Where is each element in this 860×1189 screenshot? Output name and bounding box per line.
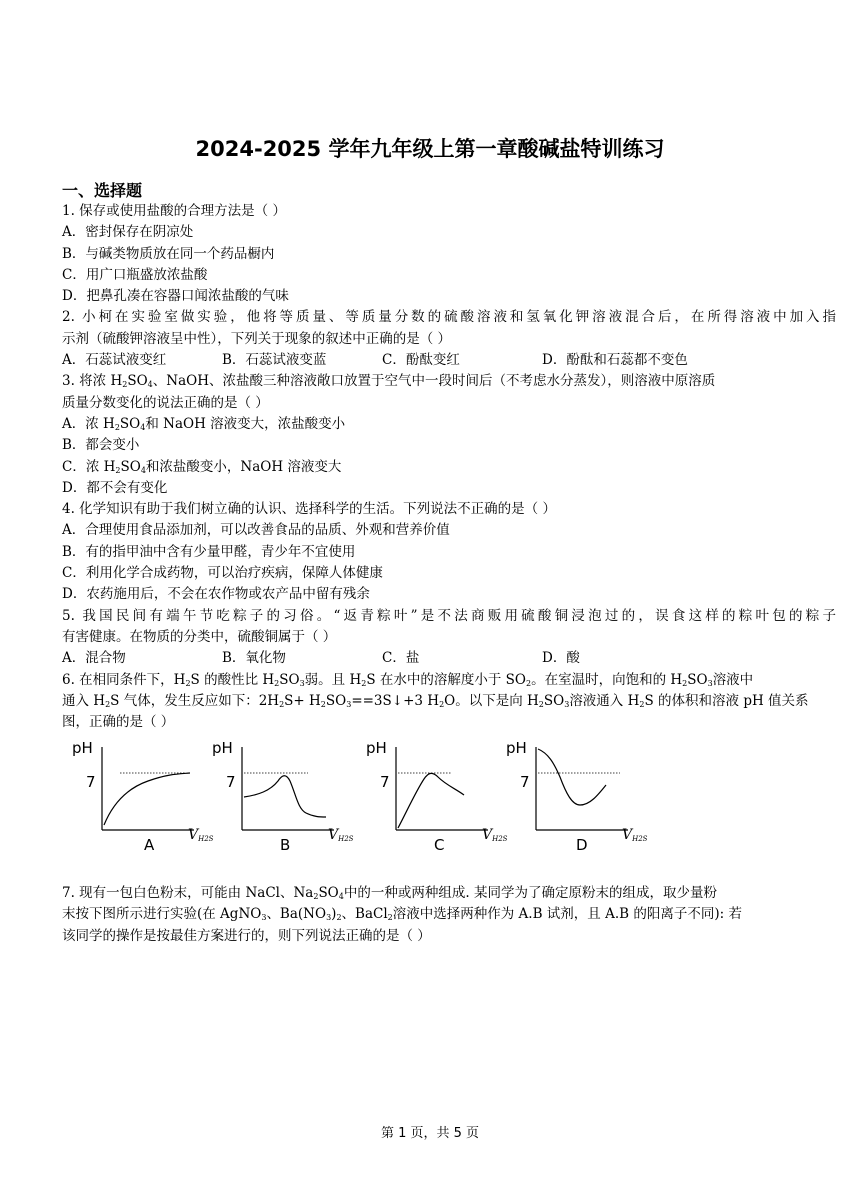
q7-u3: ) <box>331 906 337 923</box>
graph-a-y-label: pH <box>72 739 93 757</box>
q6-u7: SO <box>543 692 565 709</box>
section-heading: 一、选择题 <box>62 181 143 200</box>
q1-stem: 1. 保存或使用盐酸的合理方法是（ ） <box>62 203 286 219</box>
graph-a <box>68 733 218 858</box>
q6-u1: 通入 H <box>62 692 106 709</box>
graph-c-label: C <box>434 836 445 854</box>
q7-line2 <box>62 904 836 925</box>
q7-line1 <box>62 883 836 904</box>
q7-t2: SO <box>318 885 339 901</box>
q6-s5: 2 <box>526 678 532 688</box>
q2-stem-line2: 示剂（硫酸钾溶液呈中性），下列关于现象的叙述中正确的是（ ） <box>62 330 452 347</box>
q6-s3: 3 <box>299 678 305 688</box>
graph-c-y-label: pH <box>366 739 387 757</box>
q6-u3: S+ H <box>284 692 321 709</box>
q3-sub-2: 4 <box>147 380 153 390</box>
q6-t5: S 在水中的溶解度小于 SO <box>366 671 526 688</box>
page-footer: 第 1 页，共 5 页 <box>380 1126 480 1141</box>
q7-u5: 溶液中选择两种作为 A.B 试剂，且 A.B 的阳离子不同): 若 <box>392 906 742 923</box>
q5-option-b: B．氧化物 <box>222 650 286 667</box>
q4-option-d: D．农药施用后，不会在农作物或农产品中留有残余 <box>62 586 370 603</box>
q3-stem-line1 <box>62 371 836 392</box>
questions-1-6 <box>62 201 836 733</box>
q6-v5: 2 <box>439 699 445 709</box>
q7-v3: 2 <box>336 913 342 923</box>
q3a-text-3: 和 NaOH 溶液变大，浓盐酸变小 <box>145 415 346 432</box>
q7-v2: 3 <box>326 913 332 923</box>
graph-b <box>208 733 358 858</box>
q5-stem-line2: 有害健康。在物质的分类中，硫酸铜属于（ ） <box>62 628 337 645</box>
q6-u9: S 的体积和溶液 pH 值关系 <box>644 692 809 709</box>
graph-b-x-label: $V_{H2S}$ <box>328 827 354 843</box>
q3-option-c <box>62 457 836 478</box>
q2-option-c: C．酚酞变红 <box>382 352 460 369</box>
graph-c-x-label: $V_{H2S}$ <box>482 827 508 843</box>
q7-v1: 3 <box>261 913 267 923</box>
q2-stem-line1: 2. 小柯在实验室做实验，他将等质量、等质量分数的硫酸溶液和氢氧化钾溶液混合后，在所得溶液中加入指 <box>62 309 836 326</box>
q3-sub-1: 2 <box>122 380 128 390</box>
q7-u2: 、Ba(NO <box>266 906 327 923</box>
q3a-text-1: A．浓 H <box>62 415 115 432</box>
q1-option-c: C．用广口瓶盛放浓盐酸 <box>62 266 208 283</box>
q2-option-b: B．石蕊试液变蓝 <box>222 352 327 369</box>
q6-v8: 2 <box>639 699 645 709</box>
q3-text-2: SO <box>127 373 148 390</box>
q3-text-1: 3. 将浓 H <box>62 373 123 390</box>
graph-a-label: A <box>144 836 155 854</box>
q5-option-c: C．盐 <box>382 650 420 667</box>
graph-d-y-label: pH <box>506 739 527 757</box>
graph-d-label: D <box>576 836 588 854</box>
q5-stem-line1: 5. 我国民间有端午节吃粽子的习俗。“返青粽叶”是不法商贩用硫酸铜浸泡过的，误食这样的粽叶包的粽子 <box>62 607 836 624</box>
q6-s7: 3 <box>707 678 713 688</box>
q7-line3: 该同学的操作是按最佳方案进行的，则下列说法正确的是（ ） <box>62 927 431 944</box>
q7-v4: 2 <box>387 913 393 923</box>
graph-c <box>362 733 512 858</box>
graph-c-ref-label: 7 <box>380 773 390 791</box>
q7-t1: 7. 现有一包白色粉末，可能由 NaCl、Na <box>62 885 314 901</box>
q2-option-d: D．酚酞和石蕊都不变色 <box>542 352 688 369</box>
q7-s1: 2 <box>313 892 319 901</box>
graph-d-ref-label: 7 <box>520 773 530 791</box>
q6-v6: 2 <box>538 699 544 709</box>
q1-option-a: A．密封保存在阴凉处 <box>62 224 194 241</box>
q6-stem-line3: 图，正确的是（ ） <box>62 714 175 731</box>
q6-v1: 2 <box>105 699 111 709</box>
graph-a-ref-label: 7 <box>86 773 96 791</box>
q6-s4: 2 <box>361 678 367 688</box>
q6-t2: S 的酸性比 H <box>190 671 275 688</box>
q3c-text-3: 和浓盐酸变小，NaOH 溶液变大 <box>145 458 342 475</box>
q7-u4: 、BaCl <box>341 906 388 923</box>
q3-text-3: 、NaOH、浓盐酸三种溶液敞口放置于空气中一段时间后（不考虑水分蒸发），则溶液中原溶质 <box>152 373 716 390</box>
q5-option-a: A．混合物 <box>62 650 126 667</box>
q3a-sub-1: 2 <box>114 422 120 432</box>
q4-option-c: C．利用化学合成药物，可以治疗疾病，保障人体健康 <box>62 565 383 582</box>
q4-option-b: B．有的指甲油中含有少量甲醛，青少年不宜使用 <box>62 543 356 560</box>
graph-b-label: B <box>280 836 291 854</box>
q6-t4: 弱。且 H <box>304 671 362 688</box>
graph-b-ref-label: 7 <box>226 773 236 791</box>
q6-t7: SO <box>687 671 708 688</box>
q3-option-b: B．都会变小 <box>62 437 140 454</box>
q6-s6: 2 <box>682 678 688 688</box>
q6-u5: ==3S↓+3 H <box>351 692 440 709</box>
q4-stem: 4. 化学知识有助于我们树立确的认识、选择科学的生活。下列说法不正确的是（ ） <box>62 501 556 518</box>
q3a-sub-2: 4 <box>140 422 146 432</box>
q6-stem-line2 <box>62 691 836 712</box>
q6-v4: 3 <box>346 699 352 709</box>
graph-d <box>502 733 652 858</box>
q2-option-a: A．石蕊试液变红 <box>62 352 167 369</box>
q6-u2: S 气体，发生反应如下：2H <box>110 692 280 709</box>
q6-stem-line1 <box>62 670 836 691</box>
q3-option-a <box>62 414 836 435</box>
graph-d-x-label: $V_{H2S}$ <box>622 827 648 843</box>
q1-option-d: D．把鼻孔凑在容器口闻浓盐酸的气味 <box>62 288 289 305</box>
q6-u4: SO <box>325 692 347 709</box>
q3-stem-line2: 质量分数变化的说法正确的是（ ） <box>62 394 269 411</box>
question-7 <box>62 883 836 947</box>
q5-options <box>62 648 836 669</box>
graph-b-y-label: pH <box>212 739 233 757</box>
q5-option-d: D．酸 <box>542 650 580 667</box>
q6-t1: 6. 在相同条件下，H <box>62 671 186 688</box>
q3c-text-1: C．浓 H <box>62 458 116 475</box>
q6-graphs <box>62 733 662 858</box>
page-title: 2024-2025 学年九年级上第一章酸碱盐特训练习 <box>195 137 665 161</box>
q6-v7: 3 <box>564 699 570 709</box>
q6-v2: 2 <box>279 699 285 709</box>
graph-a-x-label: $V_{H2S}$ <box>188 827 214 843</box>
q7-s2: 4 <box>338 892 344 901</box>
q6-s2: 2 <box>274 678 280 688</box>
q6-t3: SO <box>279 671 300 688</box>
q4-option-a: A．合理使用食品添加剂，可以改善食品的品质、外观和营养价值 <box>62 522 450 539</box>
q1-option-b: B．与碱类物质放在同一个药品橱内 <box>62 245 275 262</box>
q7-t3: 中的一种或两种组成. 某同学为了确定原粉末的组成，取少量粉 <box>343 885 717 901</box>
q3c-sub-2: 4 <box>140 465 146 475</box>
q2-options <box>62 350 836 371</box>
q7-u1: 末按下图所示进行实验(在 AgNO <box>62 906 262 923</box>
q3-option-d: D．都不会有变化 <box>62 479 168 496</box>
q6-t8: 溶液中 <box>712 671 754 688</box>
q3c-text-2: SO <box>120 458 141 475</box>
q6-t6: 。在室温时，向饱和的 H <box>531 671 683 688</box>
q6-v3: 2 <box>320 699 326 709</box>
q6-s1: 2 <box>185 678 191 688</box>
q3c-sub-1: 2 <box>115 465 121 475</box>
q6-u8: 溶液通入 H <box>569 692 640 709</box>
q3a-text-2: SO <box>119 415 141 432</box>
q6-u6: O。以下是向 H <box>444 692 539 709</box>
